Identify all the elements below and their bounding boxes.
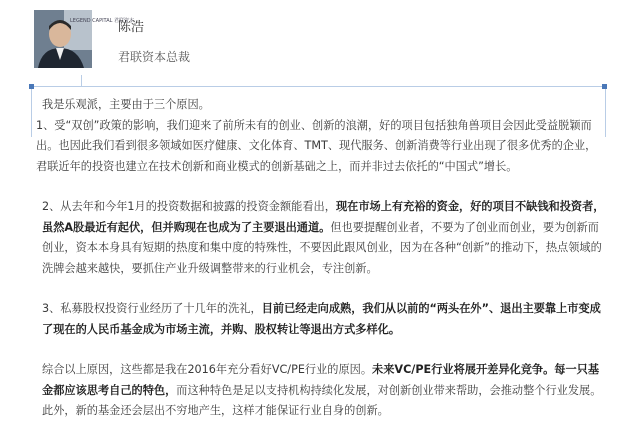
avatar-logo-text: LEGEND CAPITAL 君联资本 — [70, 18, 135, 24]
article-body — [36, 95, 606, 422]
paragraph-2-tail: 但也要提醒创业者，不要为了创业而创业，要为创新而创业，资本本身具有短期的热度和集中度的特殊性，不要因此跟风创业，因为在各种“创新”的推动下，热点领域的洗牌会越来越快，要抓住产业升级调整带来的行业机会，专注创新。 — [42, 220, 602, 275]
paragraph-1: 1、受“双创”政策的影响，我们迎来了前所未有的创业、创新的浪潮，好的项目包括独角兽项目会因此受益脱颖而出。也因此我们看到很多领域如医疗健康、文化体育、TMT、现代服务、创新消费等行业出现了很多优秀的企业，君联近年的投资也建立在技术创新和商业模式的创新基础之上，而并非过去依托的“中国式”增长。 — [36, 118, 597, 173]
paragraph-3-bold: 目前已经走向成熟，我们从以前的“两头在外”、退出主要靠上市变成了现在的人民币基金成为市场主流，并购、股权转让等退出方式多样化。 — [42, 302, 601, 336]
paragraph-4 — [36, 360, 606, 422]
author-name: 陈浩 — [118, 20, 145, 35]
paragraph-3-lead: 3、私募股权投资行业经历了十几年的洗礼， — [42, 302, 262, 315]
connector-line — [81, 75, 82, 86]
author-title: 君联资本总裁 — [118, 50, 191, 64]
paragraph-3 — [36, 299, 606, 340]
paragraph-2 — [36, 197, 606, 279]
paragraph-2-bold: 现在市场上有充裕的资金，好的项目不缺钱和投资者，虽然A股最近有起伏，但并购现在也成为了主要退出通道。 — [42, 200, 605, 234]
paragraph-4-lead: 综合以上原因，这些都是我在2016年充分看好VC/PE行业的原因。 — [42, 363, 373, 376]
frame-corner-right — [602, 84, 607, 89]
paragraph-2-lead: 2、从去年和今年1月的投资数据和披露的投资金额能看出， — [42, 200, 336, 213]
paragraph-4-bold: 未来VC/PE行业将展开差异化竞争。每一只基金都应该思考自己的特色， — [42, 363, 600, 397]
intro-paragraph: 我是乐观派，主要由于三个原因。 — [42, 98, 210, 111]
frame-corner-left — [29, 84, 34, 89]
paragraph-4-tail: 而这种特色是足以支持机构持续化发展，对创新创业带来帮助，会推动整个行业发展。此外，新的基金还会层出不穷地产生，这样才能保证行业自身的创新。 — [42, 383, 602, 417]
